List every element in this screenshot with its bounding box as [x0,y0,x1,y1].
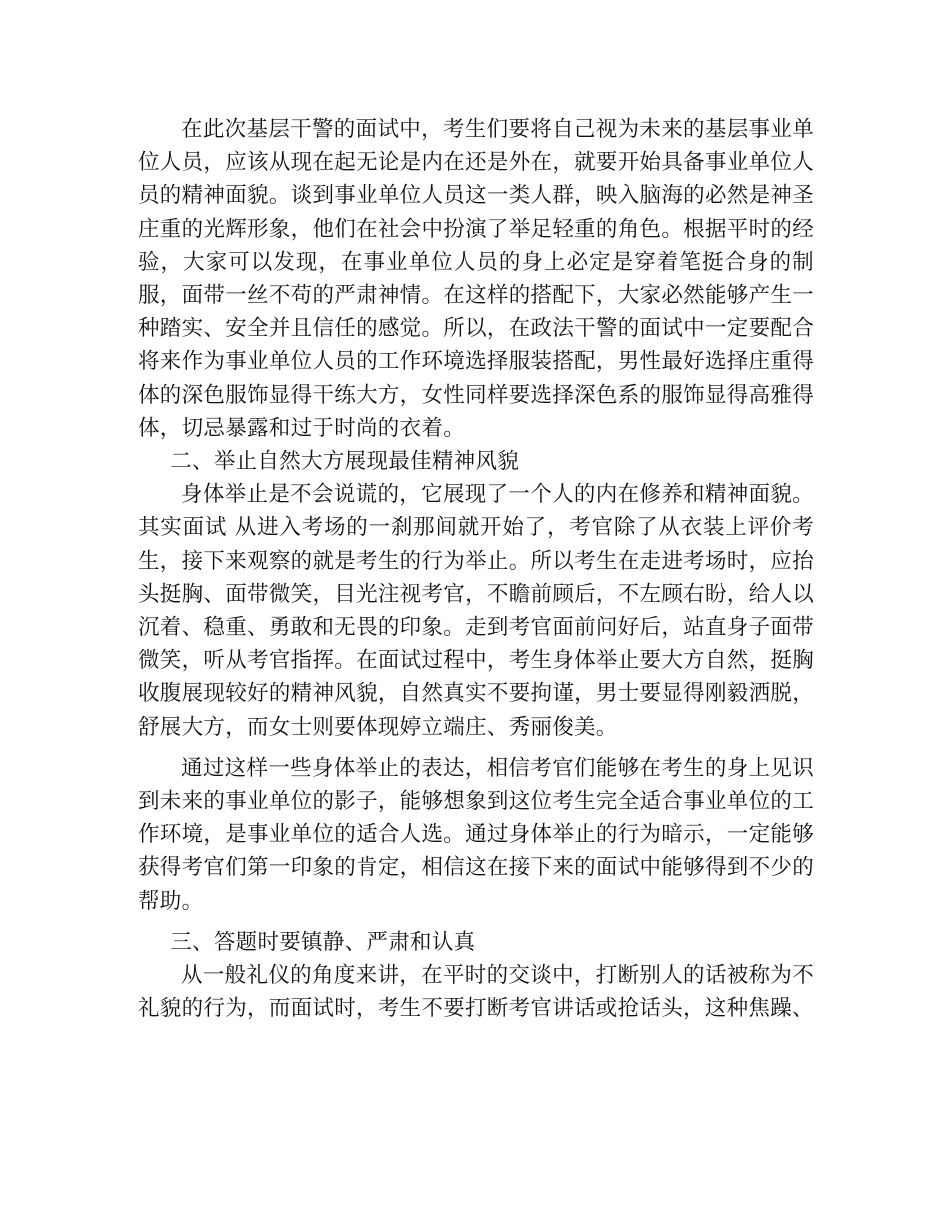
section-heading-3: 三、答题时要镇静、严肃和认真 [170,929,476,955]
paragraph-first-impression: 通过这样一些身体举止的表达，相信考官们能够在考生的身上见识到未来的事业单位的影子，能够想象到这位考生完全适合事业单位的工作环境，是事业单位的适合人选。通过身体举止的行为暗示，一定能够获得考官们第一印象的肯定，相信这在接下来的面试中能够得到不少的帮助。 [138,755,814,914]
paragraph-answering: 从一般礼仪的角度来讲，在平时的交谈中，打断别人的话被称为不礼貌的行为，而面试时，考生不要打断考官讲话或抢话头，这种焦躁、 [138,963,814,1022]
document-body [138,113,814,1025]
paragraph-dress-code: 在此次基层干警的面试中，考生们要将自己视为未来的基层事业单位人员，应该从现在起无论是内在还是外在，就要开始具备事业单位人员的精神面貌。谈到事业单位人员这一类人群，映入脑海的必然是神圣庄重的光辉形象，他们在社会中扮演了举足轻重的角色。根据平时的经验，大家可以发现，在事业单位人员的身上必定是穿着笔挺合身的制服，面带一丝不苟的严肃神情。在这样的搭配下，大家必然能够产生一种踏实、安全并且信任的感觉。所以，在政法干警的面试中一定要配合将来作为事业单位人员的工作环境选择服装搭配，男性最好选择庄重得体的深色服饰显得干练大方，女性同样要选择深色系的服饰显得高雅得体，切忌暴露和过于时尚的衣着。 [138,117,814,441]
section-heading-2: 二、举止自然大方展现最佳精神风貌 [170,449,520,475]
paragraph-body-language: 身体举止是不会说谎的，它展现了一个人的内在修养和精神面貌。其实面试 从进入考场的一刹那间就开始了，考官除了从衣装上评价考生，接下来观察的就是考生的行为举止。所以考生在走进考场时，应抬头挺胸、面带微笑，目光注视考官，不瞻前顾后，不左顾右盼，给人以沉着、稳重、勇敢和无畏的印象。走到考官面前问好后，站直身子面带微笑，听从考官指挥。在面试过程中，考生身体举止要大方自然，挺胸收腹展现较好的精神风貌，自然真实不要拘谨，男士要显得刚毅洒脱，舒展大方，而女士则要体现婷立端庄、秀丽俊美。 [138,482,814,740]
